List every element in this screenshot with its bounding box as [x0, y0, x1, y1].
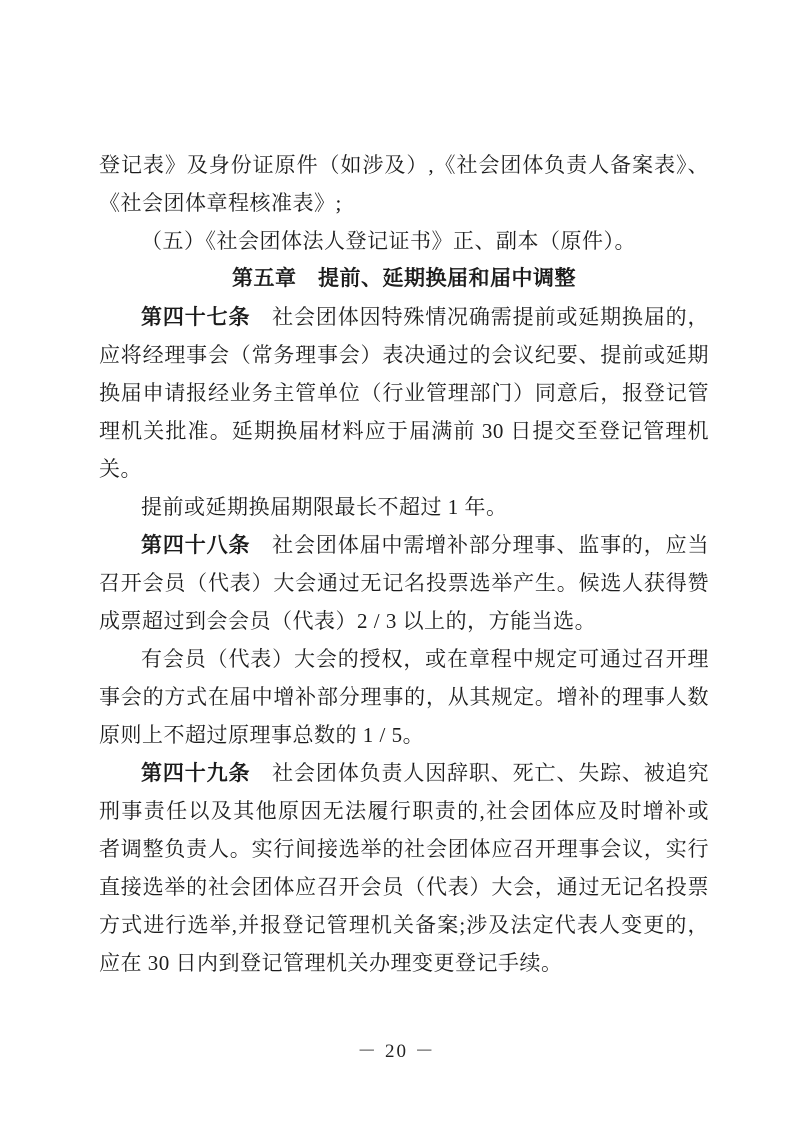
text-line: 应在 30 日内到登记管理机关办理变更登记手续。 — [99, 951, 563, 975]
article-48-text: 社会团体届中需增补部分理事、监事的，应当 — [250, 533, 710, 557]
text-block — [99, 146, 709, 982]
text-line: 换届申请报经业务主管单位（行业管理部门）同意后，报登记管 — [99, 381, 709, 405]
text-line: 刑事责任以及其他原因无法履行职责的,社会团体应及时增补或 — [99, 799, 709, 823]
text-line: 原则上不超过原理事总数的 1 / 5。 — [99, 723, 425, 747]
article-47-text: 社会团体因特殊情况确需提前或延期换届的， — [250, 305, 710, 329]
text-line: 者调整负责人。实行间接选举的社会团体应召开理事会议，实行 — [99, 837, 709, 861]
text-line: 方式进行选举,并报登记管理机关备案;涉及法定代表人变更的， — [99, 913, 709, 937]
chapter-5-heading: 第五章 提前、延期换届和届中调整 — [232, 267, 576, 290]
text-line: 提前或延期换届期限最长不超过 1 年。 — [141, 495, 508, 519]
article-48-line — [99, 526, 709, 564]
text-line: 关。 — [99, 457, 142, 481]
text-line: 事会的方式在届中增补部分理事的，从其规定。增补的理事人数 — [99, 685, 709, 709]
text-line: 有会员（代表）大会的授权，或在章程中规定可通过召开理 — [141, 647, 709, 671]
article-49-number: 第四十九条 — [141, 762, 251, 785]
page-number: － 20 － — [357, 1041, 436, 1062]
text-line: 召开会员（代表）大会通过无记名投票选举产生。候选人获得赞 — [99, 571, 709, 595]
list-item-five: （五）《社会团体法人登记证书》正、副本（原件）。 — [141, 229, 636, 253]
text-line: 直接选举的社会团体应召开会员（代表）大会，通过无记名投票 — [99, 875, 709, 899]
article-47-line — [99, 298, 709, 336]
article-49-line — [99, 754, 709, 792]
text-line: 《社会团体章程核准表》; — [99, 191, 342, 215]
text-line: 成票超过到会会员（代表）2 / 3 以上的，方能当选。 — [99, 609, 597, 633]
article-47-number: 第四十七条 — [141, 306, 251, 329]
text-line: 理机关批准。延期换届材料应于届满前 30 日提交至登记管理机 — [99, 419, 709, 443]
article-48-number: 第四十八条 — [141, 534, 251, 557]
article-49-text: 社会团体负责人因辞职、死亡、失踪、被追究 — [250, 761, 710, 785]
text-line: 应将经理事会（常务理事会）表决通过的会议纪要、提前或延期 — [99, 343, 709, 367]
text-line: 登记表》及身份证原件（如涉及）,《社会团体负责人备案表》、 — [99, 153, 709, 177]
